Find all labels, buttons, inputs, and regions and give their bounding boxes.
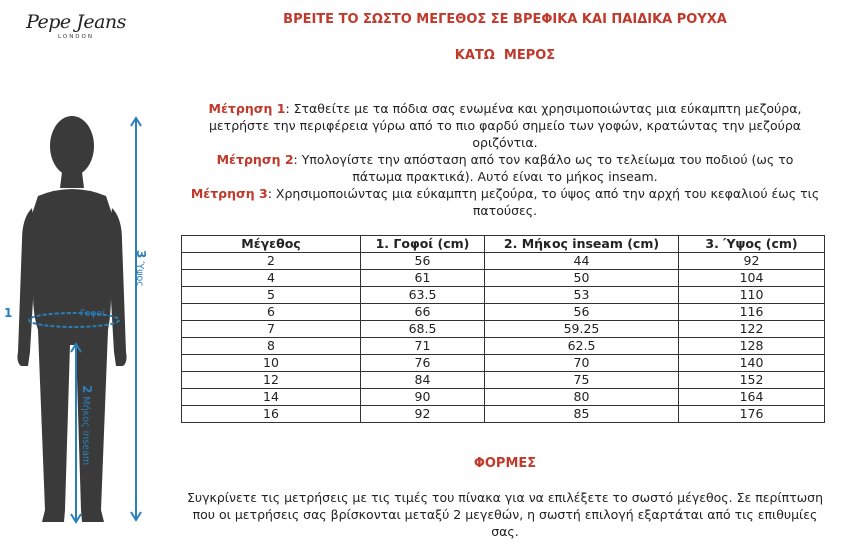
cell-height: 152 [679, 372, 825, 389]
inseam-number: 2 [80, 385, 94, 394]
section-subtitle: ΚΑΤΩ ΜΕΡΟΣ [454, 48, 556, 63]
cell-size: 10 [182, 355, 361, 372]
cell-size: 12 [182, 372, 361, 389]
instruction-2-text: : Υπολογίστε την απόσταση από τον καβάλο ως το τελείωμα του ποδιού (ως το πάτωμα πρακτικά). Αυτό είναι το μήκος inseam. [293, 152, 794, 184]
logo-city: LONDON [58, 34, 94, 40]
cell-size: 4 [182, 270, 361, 287]
cell-height: 140 [679, 355, 825, 372]
measurement-1-label: 1 [4, 306, 13, 320]
size-table [181, 235, 825, 423]
instruction-1-text: : Σταθείτε με τα πόδια σας ενωμένα και χρησιμοποιώντας μια εύκαμπτη μεζούρα, μετρήστε την περιφέρεια γύρω από το πιο φαρδύ σημείο των γοφών, κρατώντας την μεζούρα οριζόντια. [208, 101, 802, 150]
brand-logo [26, 12, 126, 40]
body-silhouette [17, 116, 126, 522]
measurement-instructions [190, 100, 820, 219]
cell-height: 116 [679, 304, 825, 321]
instruction-2 [190, 151, 820, 185]
cell-inseam: 50 [485, 270, 679, 287]
table-row [182, 338, 825, 355]
cell-inseam: 80 [485, 389, 679, 406]
table-row [182, 287, 825, 304]
cell-height: 128 [679, 338, 825, 355]
cell-size: 6 [182, 304, 361, 321]
cell-size: 16 [182, 406, 361, 423]
cell-size: 8 [182, 338, 361, 355]
cell-inseam: 85 [485, 406, 679, 423]
cell-hips: 71 [361, 338, 485, 355]
page-title: ΒΡΕΙΤΕ ΤΟ ΣΩΣΤΟ ΜΕΓΕΘΟΣ ΣΕ ΒΡΕΦΙΚΑ ΚΑΙ ΠΑΙΔΙΚΑ ΡΟΥΧΑ [283, 12, 727, 27]
cell-hips: 68.5 [361, 321, 485, 338]
instruction-3 [190, 185, 820, 219]
cell-inseam: 53 [485, 287, 679, 304]
instruction-3-label: Μέτρηση 3 [190, 186, 268, 201]
cell-inseam: 62.5 [485, 338, 679, 355]
header-hips: 1. Γοφοί (cm) [361, 236, 485, 253]
cell-hips: 76 [361, 355, 485, 372]
table-row [182, 270, 825, 287]
instruction-1-label: Μέτρηση 1 [208, 101, 286, 116]
cell-hips: 90 [361, 389, 485, 406]
inseam-label [80, 385, 94, 465]
cell-height: 104 [679, 270, 825, 287]
cell-height: 92 [679, 253, 825, 270]
cell-size: 2 [182, 253, 361, 270]
table-row [182, 406, 825, 423]
cell-inseam: 44 [485, 253, 679, 270]
cell-inseam: 56 [485, 304, 679, 321]
header-size: Μέγεθος [182, 236, 361, 253]
table-row [182, 253, 825, 270]
body-measurement-figure [0, 90, 175, 549]
silhouette-illustration [0, 90, 175, 549]
cell-height: 164 [679, 389, 825, 406]
cell-size: 7 [182, 321, 361, 338]
header-height: 3. Ύψος (cm) [679, 236, 825, 253]
cell-size: 14 [182, 389, 361, 406]
cell-inseam: 75 [485, 372, 679, 389]
instruction-3-text: : Χρησιμοποιώντας μια εύκαμπτη μεζούρα, το ύψος από την αρχή του κεφαλιού έως τις πατούσες. [267, 186, 820, 218]
inseam-text: Μήκος inseam [80, 396, 91, 466]
height-label [134, 250, 148, 287]
cell-hips: 61 [361, 270, 485, 287]
formes-heading: ΦΟΡΜΕΣ [473, 456, 537, 471]
instruction-2-label: Μέτρηση 2 [216, 152, 294, 167]
cell-size: 5 [182, 287, 361, 304]
cell-height: 176 [679, 406, 825, 423]
cell-inseam: 70 [485, 355, 679, 372]
instruction-1 [190, 100, 820, 151]
cell-hips: 84 [361, 372, 485, 389]
table-row [182, 304, 825, 321]
height-text: Ύψος [134, 261, 145, 287]
cell-height: 110 [679, 287, 825, 304]
height-number: 3 [134, 250, 148, 259]
table-row [182, 355, 825, 372]
logo-brand-name: Pepe Jeans [26, 11, 126, 33]
header-inseam: 2. Μήκος inseam (cm) [485, 236, 679, 253]
cell-hips: 92 [361, 406, 485, 423]
table-row [182, 372, 825, 389]
hip-label: Γοφοί [80, 309, 106, 319]
table-row [182, 389, 825, 406]
size-choice-note: Συγκρίνετε τις μετρήσεις με τις τιμές του πίνακα για να επιλέξετε το σωστό μέγεθος. Σε περίπτωση που οι μετρήσεις σας βρίσκονται μεταξύ 2 μεγεθών, η σωστή επιλογή εξαρτάται από τις επιθυμίες σας. [186, 490, 824, 539]
cell-inseam: 59.25 [485, 321, 679, 338]
cell-height: 122 [679, 321, 825, 338]
cell-hips: 56 [361, 253, 485, 270]
cell-hips: 66 [361, 304, 485, 321]
table-header-row [182, 236, 825, 253]
cell-hips: 63.5 [361, 287, 485, 304]
table-row [182, 321, 825, 338]
